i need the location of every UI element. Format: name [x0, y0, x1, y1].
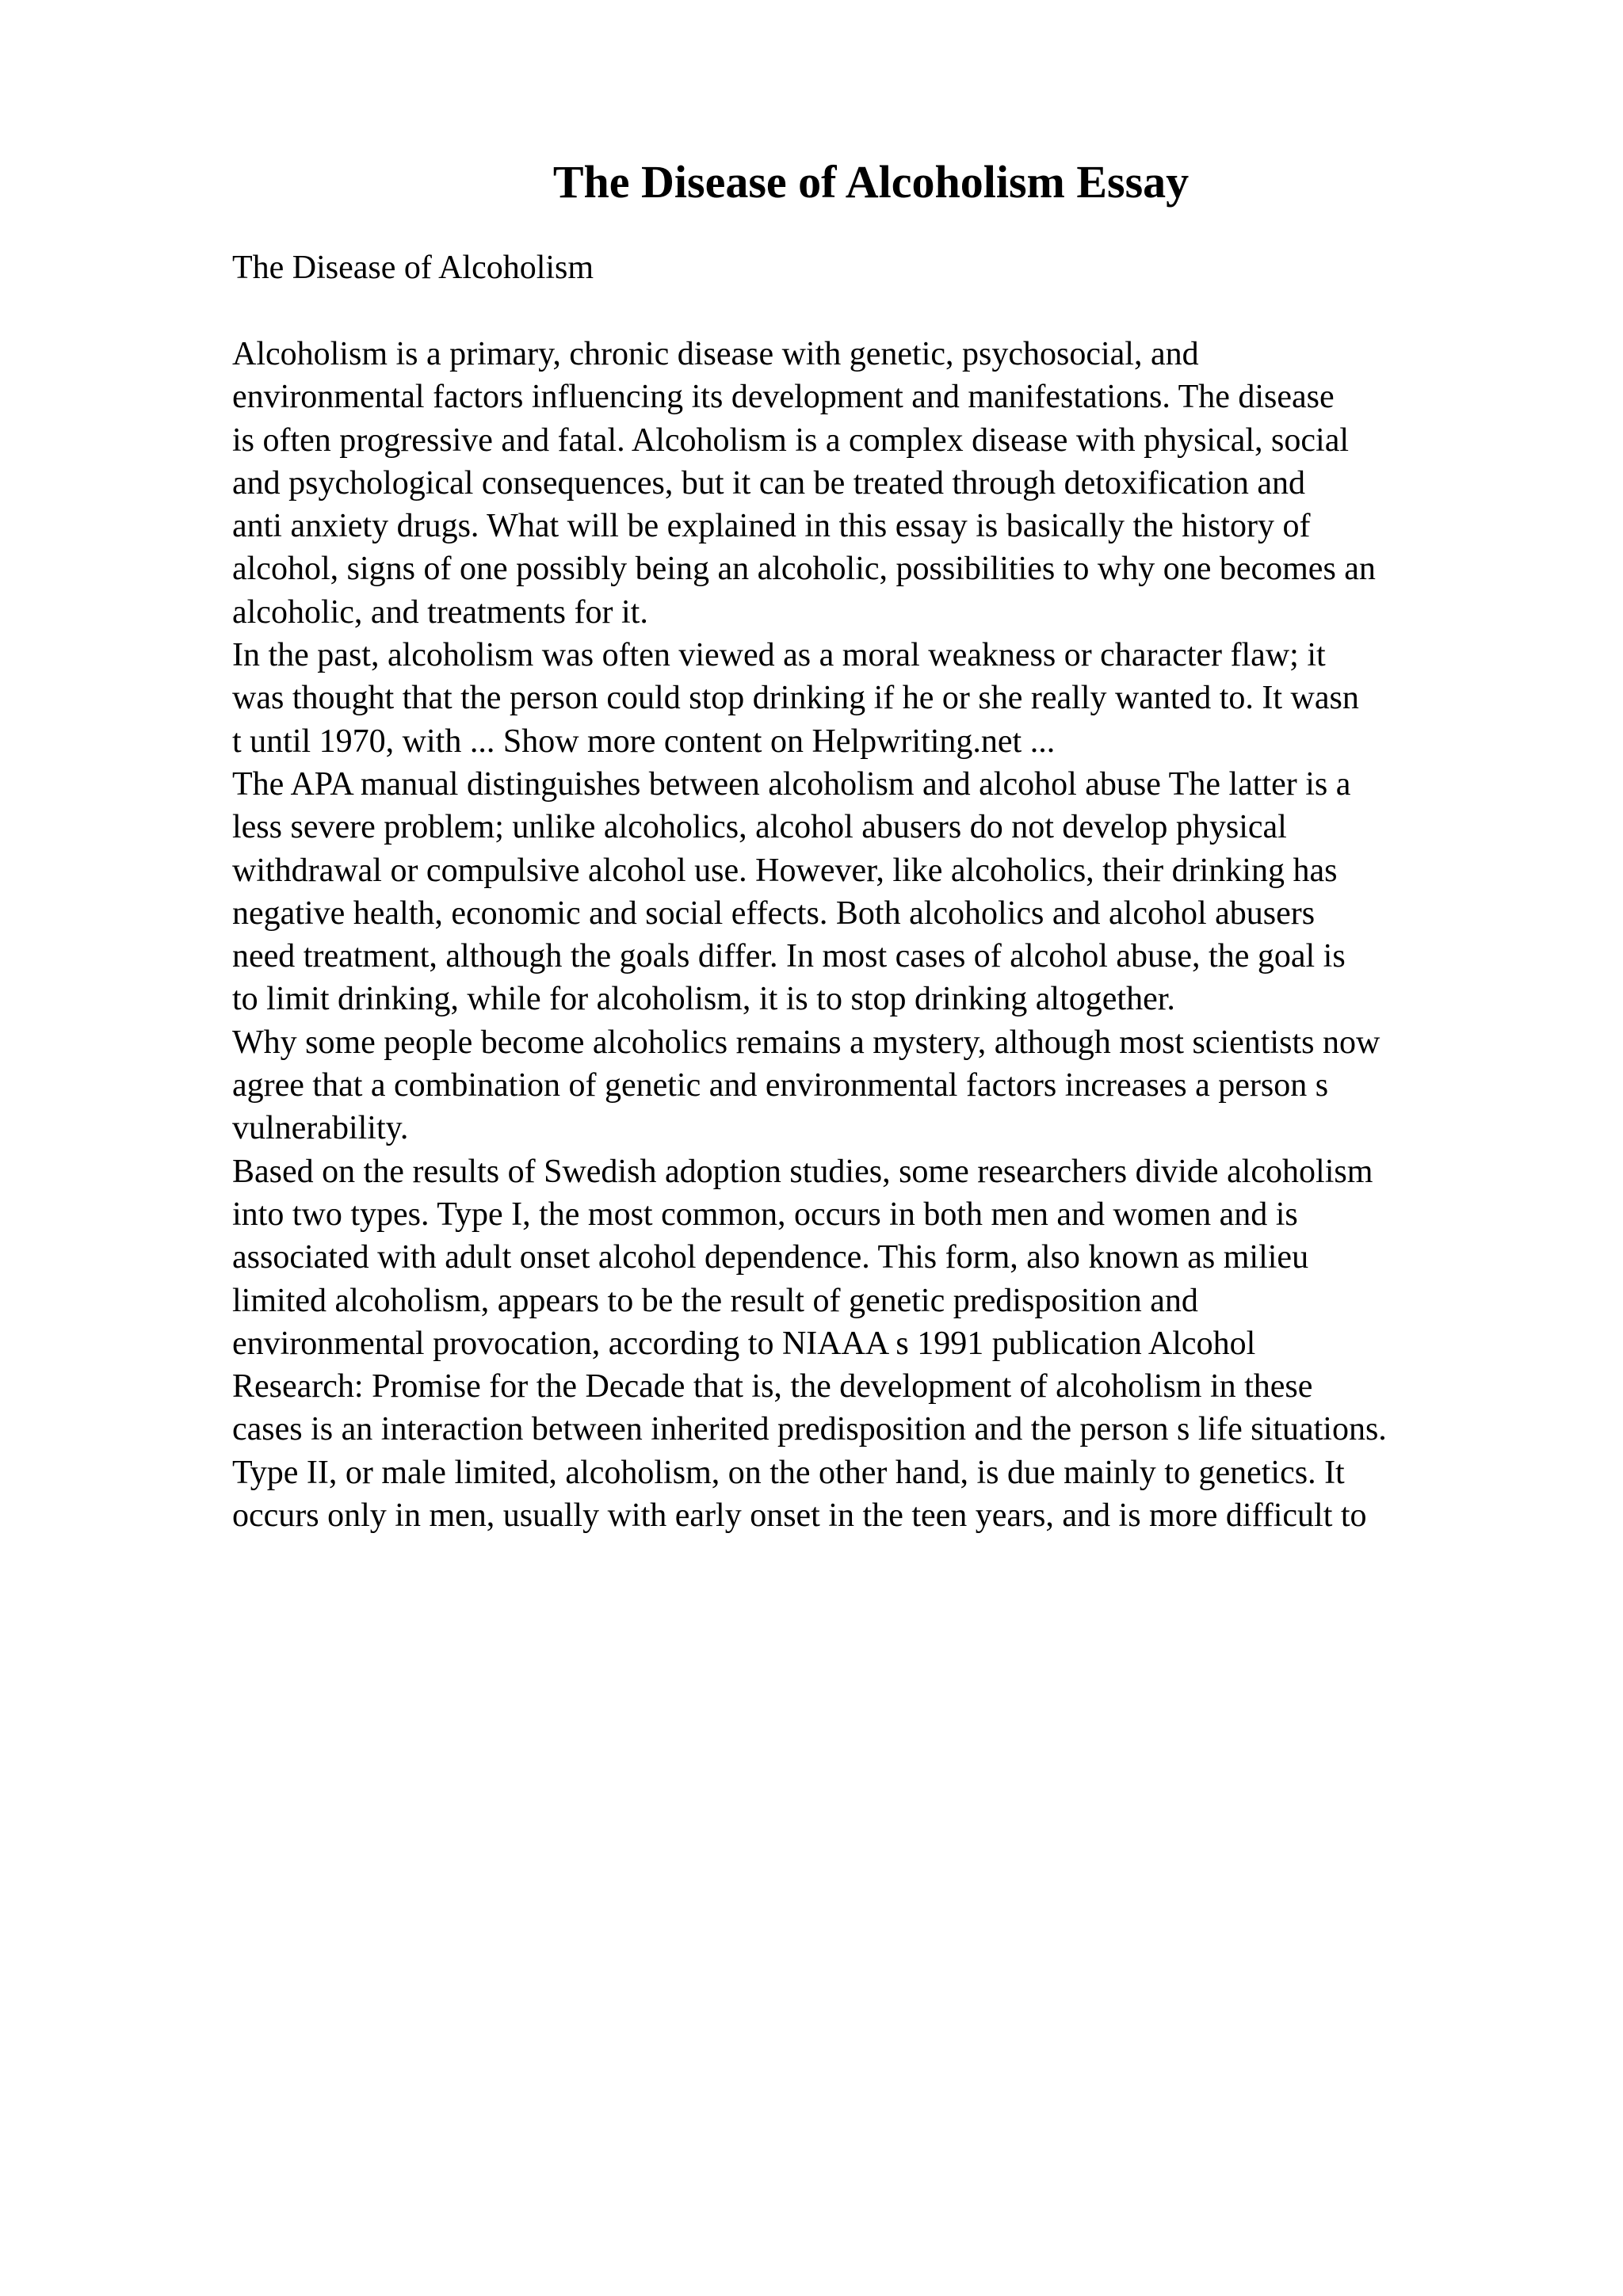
- text-line: Why some people become alcoholics remains a mystery, although most scientists now: [232, 1024, 1381, 1061]
- text-line: Alcoholism is a primary, chronic disease with genetic, psychosocial, and: [232, 336, 1199, 372]
- text-line: cases is an interaction between inherited predisposition and the person s life situations.: [232, 1411, 1387, 1448]
- text-line: In the past, alcoholism was often viewed as a moral weakness or character flaw; it: [232, 637, 1326, 674]
- text-line: occurs only in men, usually with early onset in the teen years, and is more difficult to: [232, 1497, 1367, 1535]
- text-line: Based on the results of Swedish adoption studies, some researchers divide alcoholism: [232, 1153, 1373, 1190]
- text-line: negative health, economic and social effects. Both alcoholics and alcohol abusers: [232, 894, 1316, 932]
- text-line: less severe problem; unlike alcoholics, alcohol abusers do not develop physical: [232, 809, 1287, 846]
- text-line: Type II, or male limited, alcoholism, on the other hand, is due mainly to genetics. It: [232, 1454, 1345, 1491]
- text-line: vulnerability.: [232, 1110, 409, 1147]
- text-line: alcohol, signs of one possibly being an alcoholic, possibilities to why one becomes an: [232, 551, 1376, 588]
- text-line: t until 1970, with ... Show more content on Helpwriting.net ...: [232, 723, 1056, 760]
- page-title: The Disease of Alcoholism Essay: [552, 156, 1190, 208]
- text-line: need treatment, although the goals differ. In most cases of alcohol abuse, the goal is: [232, 938, 1346, 975]
- text-line: and psychological consequences, but it can be treated through detoxification and: [232, 464, 1306, 502]
- text-line: agree that a combination of genetic and environmental factors increases a person s: [232, 1067, 1329, 1104]
- text-line: The APA manual distinguishes between alcoholism and alcohol abuse The latter is a: [232, 765, 1351, 803]
- text-line: is often progressive and fatal. Alcoholism is a complex disease with physical, social: [232, 421, 1350, 459]
- text-line: environmental provocation, according to NIAAA s 1991 publication Alcohol: [232, 1325, 1256, 1362]
- text-line: withdrawal or compulsive alcohol use. However, like alcoholics, their drinking has: [232, 852, 1338, 889]
- text-line: associated with adult onset alcohol dependence. This form, also known as milieu: [232, 1239, 1309, 1276]
- text-line: Research: Promise for the Decade that is, the development of alcoholism in these: [232, 1368, 1313, 1405]
- text-line: into two types. Type I, the most common, occurs in both men and women and is: [232, 1196, 1298, 1233]
- text-line: alcoholic, and treatments for it.: [232, 593, 648, 631]
- document-subtitle: The Disease of Alcoholism: [232, 250, 594, 286]
- body-text: [232, 333, 1595, 1537]
- text-line: was thought that the person could stop drinking if he or she really wanted to. It wasn: [232, 680, 1359, 717]
- text-line: to limit drinking, while for alcoholism, it is to stop drinking altogether.: [232, 981, 1175, 1018]
- text-line: environmental factors influencing its development and manifestations. The disease: [232, 379, 1335, 416]
- text-line: limited alcoholism, appears to be the result of genetic predisposition and: [232, 1282, 1198, 1319]
- text-line: anti anxiety drugs. What will be explained in this essay is basically the history of: [232, 508, 1311, 545]
